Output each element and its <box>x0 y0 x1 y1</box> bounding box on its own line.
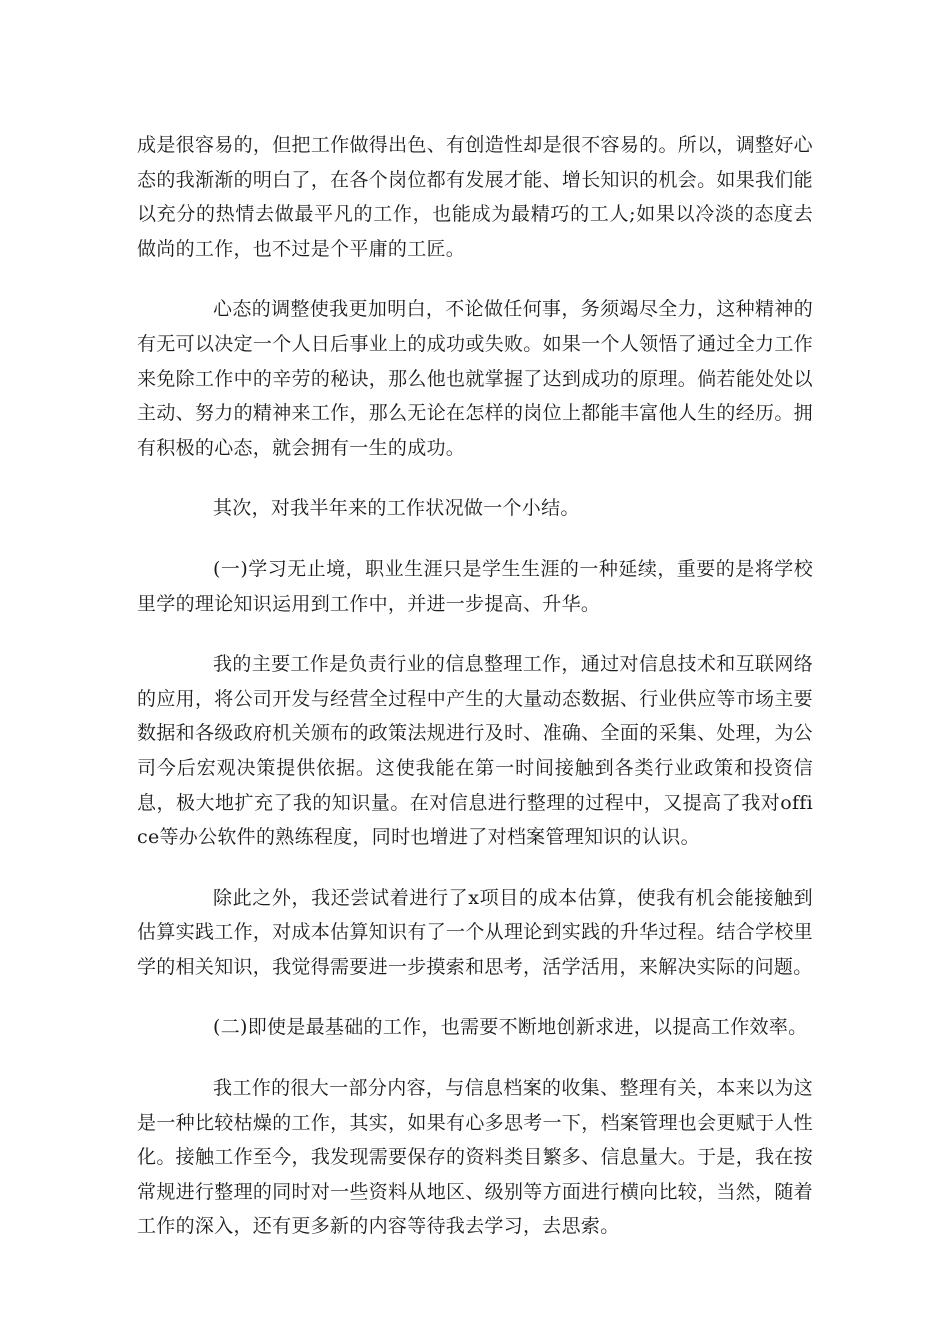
paragraph-1: 成是很容易的，但把工作做得出色、有创造性却是很不容易的。所以，调整好心态的我渐渐的明白了，在各个岗位都有发展才能、增长知识的机会。如果我们能以充分的热情去做最平凡的工作，也能成为最精巧的工人;如果以冷淡的态度去做尚的工作，也不过是个平庸的工匠。 <box>137 134 813 260</box>
paragraph-5: 我的主要工作是负责行业的信息整理工作，通过对信息技术和互联网络的应用，将公司开发与经营全过程中产生的大量动态数据、行业供应等市场主要数据和各级政府机关颁布的政策法规进行及时、准确、全面的采集、处理，为公司今后宏观决策提供依据。这使我能在第一时间接触到各类行业政策和投资信息，极大地扩充了我的知识量。在对信息进行整理的过程中，又提高了我对office等办公软件的熟练程度，同时也增进了对档案管理知识的认识。 <box>137 653 813 849</box>
paragraph-7: (二)即使是最基础的工作，也需要不断地创新求进，以提高工作效率。 <box>213 1016 808 1039</box>
document-body <box>137 128 813 1270</box>
paragraph-6: 除此之外，我还尝试着进行了x项目的成本估算，使我有机会能接触到估算实践工作，对成本估算知识有了一个从理论到实践的升华过程。结合学校里学的相关知识，我觉得需要进一步摸索和思考，活学活用，来解决实际的问题。 <box>137 886 813 978</box>
paragraph-4: (一)学习无止境，职业生涯只是学生生涯的一种延续，重要的是将学校里学的理论知识运用到工作中，并进一步提高、升华。 <box>137 557 813 615</box>
paragraph-2: 心态的调整使我更加明白，不论做任何事，务须竭尽全力，这种精神的有无可以决定一个人日后事业上的成功或失败。如果一个人领悟了通过全力工作来免除工作中的辛劳的秘诀，那么他也就掌握了达到成功的原理。倘若能处处以主动、努力的精神来工作，那么无论在怎样的岗位上都能丰富他人生的经历。拥有积极的心态，就会拥有一生的成功。 <box>137 298 813 459</box>
paragraph-8: 我工作的很大一部分内容，与信息档案的收集、整理有关，本来以为这是一种比较枯燥的工作，其实，如果有心多思考一下，档案管理也会更赋于人性化。接触工作至今，我发现需要保存的资料类目繁多、信息量大。于是，我在按常规进行整理的同时对一些资料从地区、级别等方面进行横向比较，当然，随着工作的深入，还有更多新的内容等待我去学习，去思索。 <box>137 1077 813 1238</box>
paragraph-3: 其次，对我半年来的工作状况做一个小结。 <box>213 497 580 520</box>
